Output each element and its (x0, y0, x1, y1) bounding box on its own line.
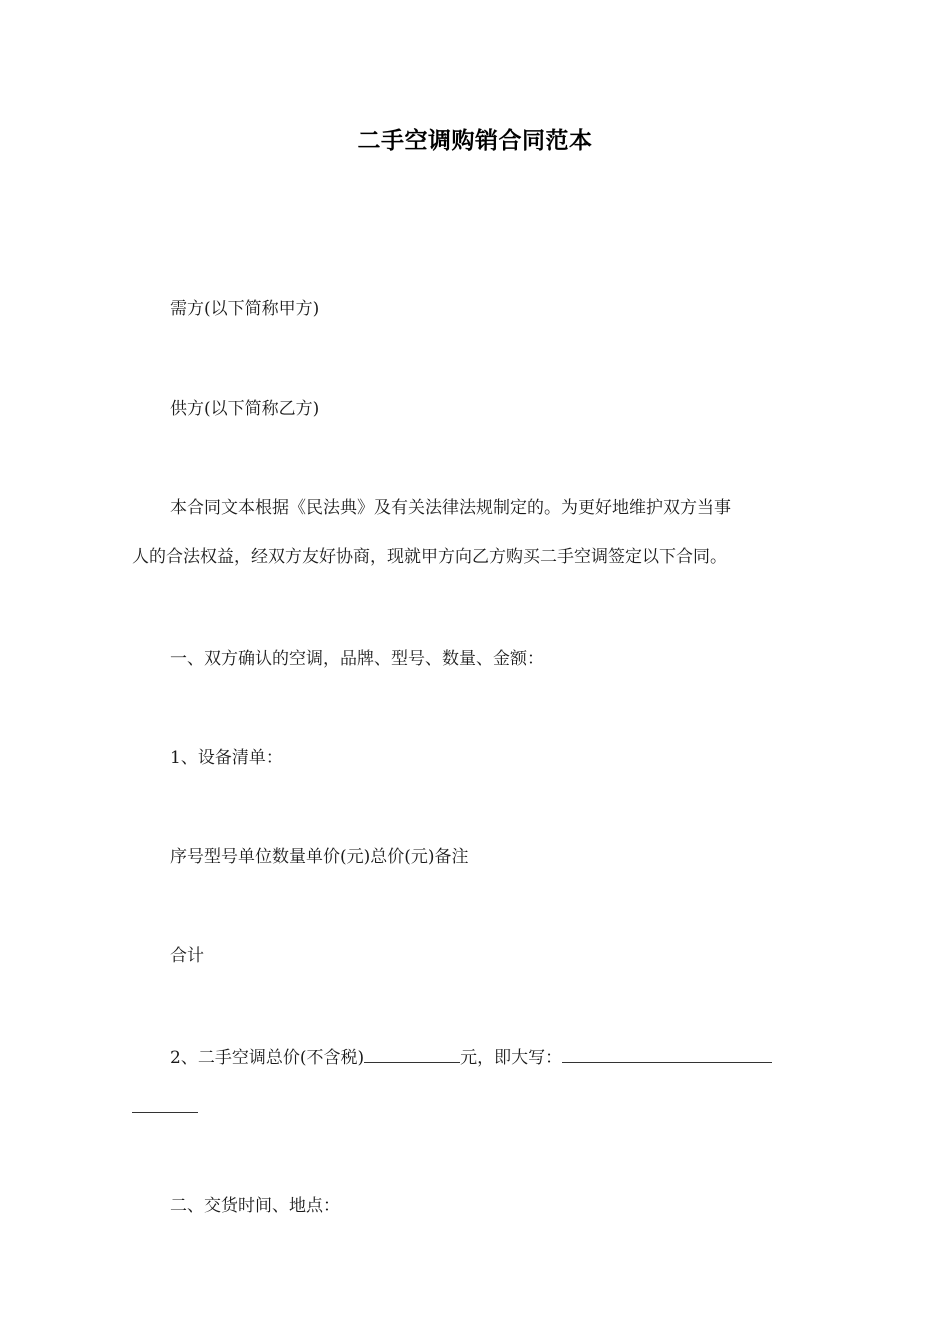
equipment-table-header: 序号型号单位数量单价(元)总价(元)备注 (170, 847, 469, 867)
section-1-heading: 一、双方确认的空调，品牌、型号、数量、金额： (170, 649, 544, 669)
total-price-line-continued (132, 1095, 198, 1119)
capital-amount-blank (562, 1045, 772, 1063)
equipment-list-heading: 1、设备清单： (170, 748, 283, 768)
total-price-label: 2、二手空调总价(不含税) (170, 1048, 365, 1068)
total-price-line (170, 1045, 772, 1069)
total-price-capital-label: 元，即大写： (460, 1048, 563, 1068)
buyer-line: 需方(以下简称甲方) (170, 299, 320, 319)
section-2-heading: 二、交货时间、地点： (170, 1196, 340, 1216)
document-title: 二手空调购销合同范本 (357, 128, 593, 154)
intro-paragraph-line-1: 本合同文本根据《民法典》及有关法律法规制定的。为更好地维护双方当事 (170, 498, 731, 518)
intro-paragraph-line-2: 人的合法权益，经双方友好协商，现就甲方向乙方购买二手空调签定以下合同。 (132, 547, 727, 567)
seller-line: 供方(以下简称乙方) (170, 399, 320, 419)
amount-blank (364, 1045, 460, 1063)
capital-amount-blank-continued (132, 1095, 198, 1113)
equipment-table-total: 合计 (170, 946, 204, 966)
